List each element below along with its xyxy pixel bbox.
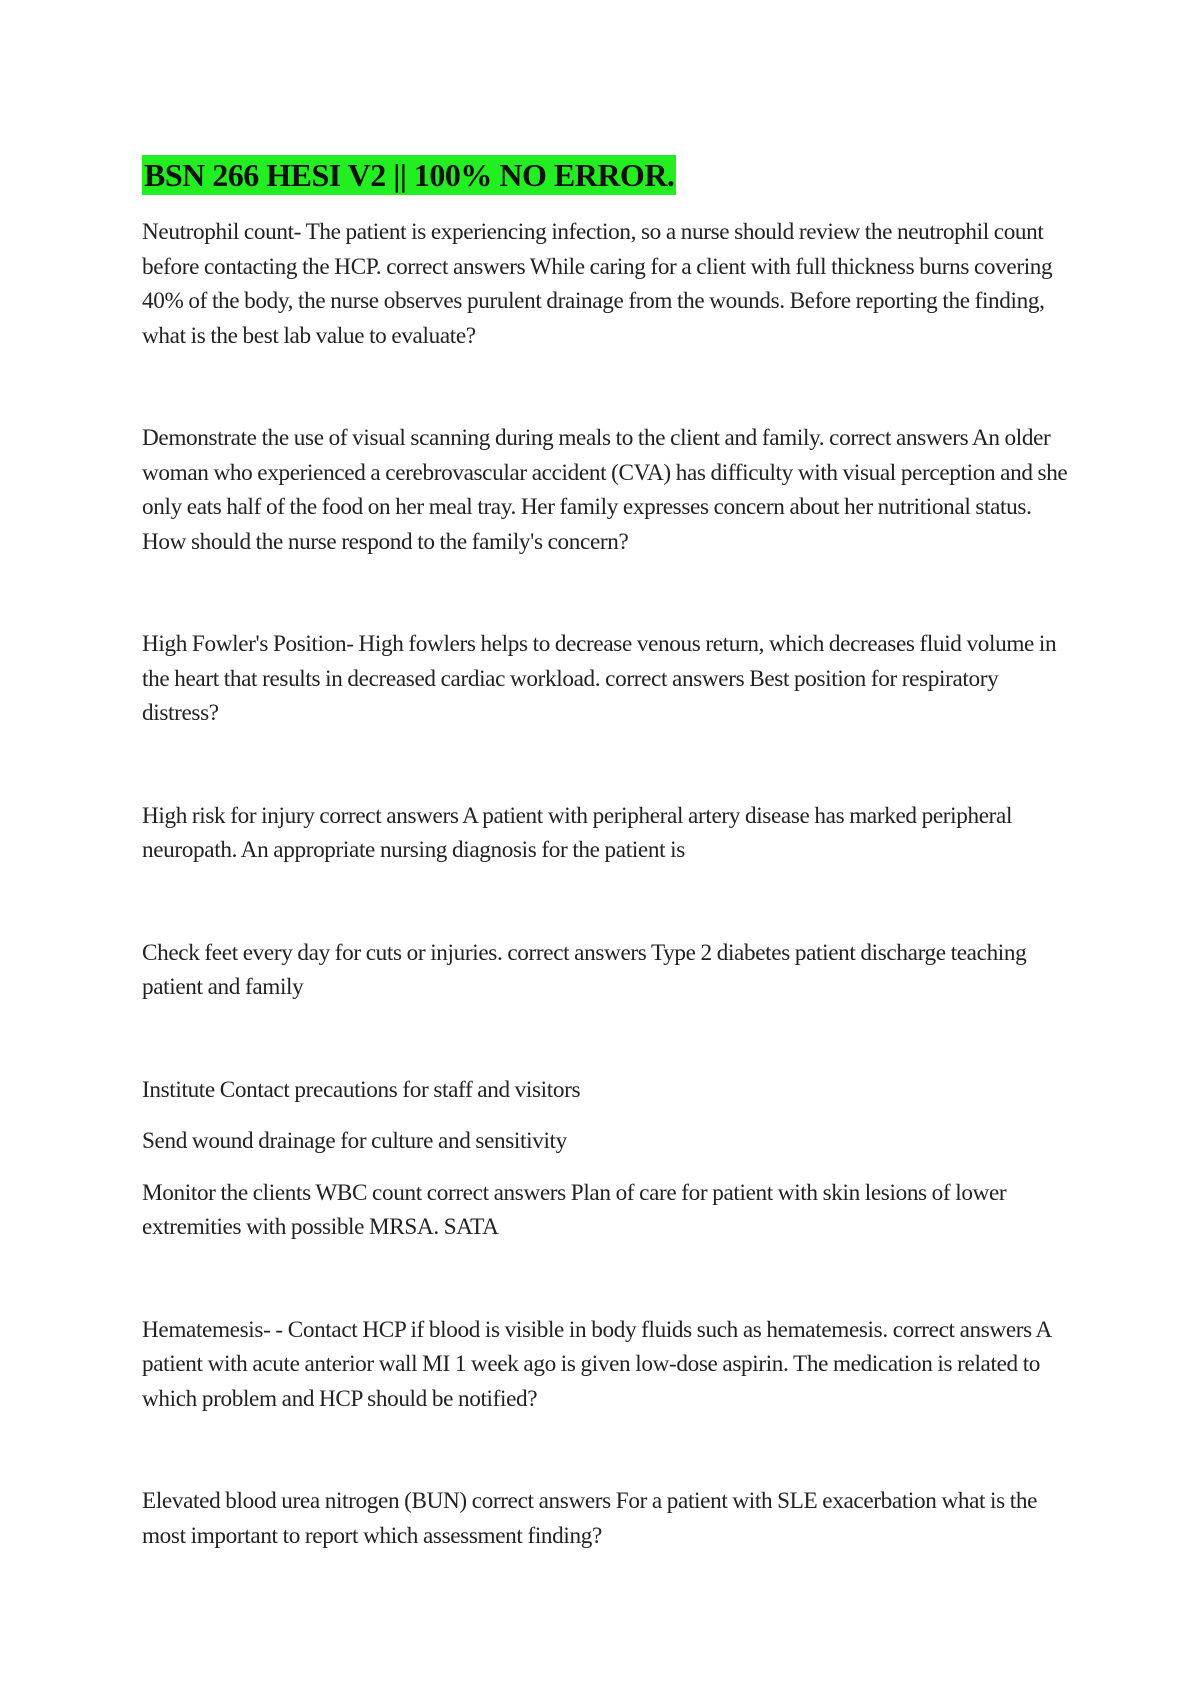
qa-paragraph-wound-culture: Send wound drainage for culture and sensitivity <box>142 1128 567 1154</box>
document-page <box>142 155 1072 1553</box>
qa-paragraph-check-feet: Check feet every day for cuts or injuries. correct answers Type 2 diabetes patient discharge teaching patient and family <box>142 939 1027 1000</box>
qa-paragraph-high-fowlers: High Fowler's Position- High fowlers helps to decrease venous return, which decreases fluid volume in the heart that results in decreased cardiac workload. correct answers Best position for respiratory distress? <box>142 631 1057 726</box>
qa-paragraph-high-risk-injury: High risk for injury correct answers A patient with peripheral artery disease has marked peripheral neuropath. An appropriate nursing diagnosis for the patient is <box>142 802 1013 863</box>
qa-paragraph-neutrophil: Neutrophil count- The patient is experiencing infection, so a nurse should review the neutrophil count before contacting the HCP. correct answers While caring for a client with full thickness burns covering 40% of the body, the nurse observes purulent drainage from the wounds. Before reporting the finding, what is the best lab value to evaluate? <box>142 219 1053 349</box>
qa-paragraph-elevated-bun: Elevated blood urea nitrogen (BUN) correct answers For a patient with SLE exacerbation what is the most important to report which assessment finding? <box>142 1488 1038 1549</box>
qa-paragraph-wbc-count: Monitor the clients WBC count correct answers Plan of care for patient with skin lesions of lower extremities with possible MRSA. SATA <box>142 1179 1007 1240</box>
qa-paragraph-hematemesis: Hematemesis- - Contact HCP if blood is visible in body fluids such as hematemesis. correct answers A patient with acute anterior wall MI 1 week ago is given low-dose aspirin. The medication is related to which problem and HCP should be notified? <box>142 1316 1051 1412</box>
qa-paragraph-visual-scanning: Demonstrate the use of visual scanning during meals to the client and family. correct answers An older woman who experienced a cerebrovascular accident (CVA) has difficulty with visual perception and she only eats half of the food on her meal tray. Her family expresses concern about her nutritional status. How should the nurse respond to the family's concern? <box>142 425 1068 555</box>
qa-paragraph-contact-precautions: Institute Contact precautions for staff and visitors <box>142 1076 581 1103</box>
document-title: BSN 266 HESI V2 || 100% NO ERROR. <box>144 157 675 193</box>
